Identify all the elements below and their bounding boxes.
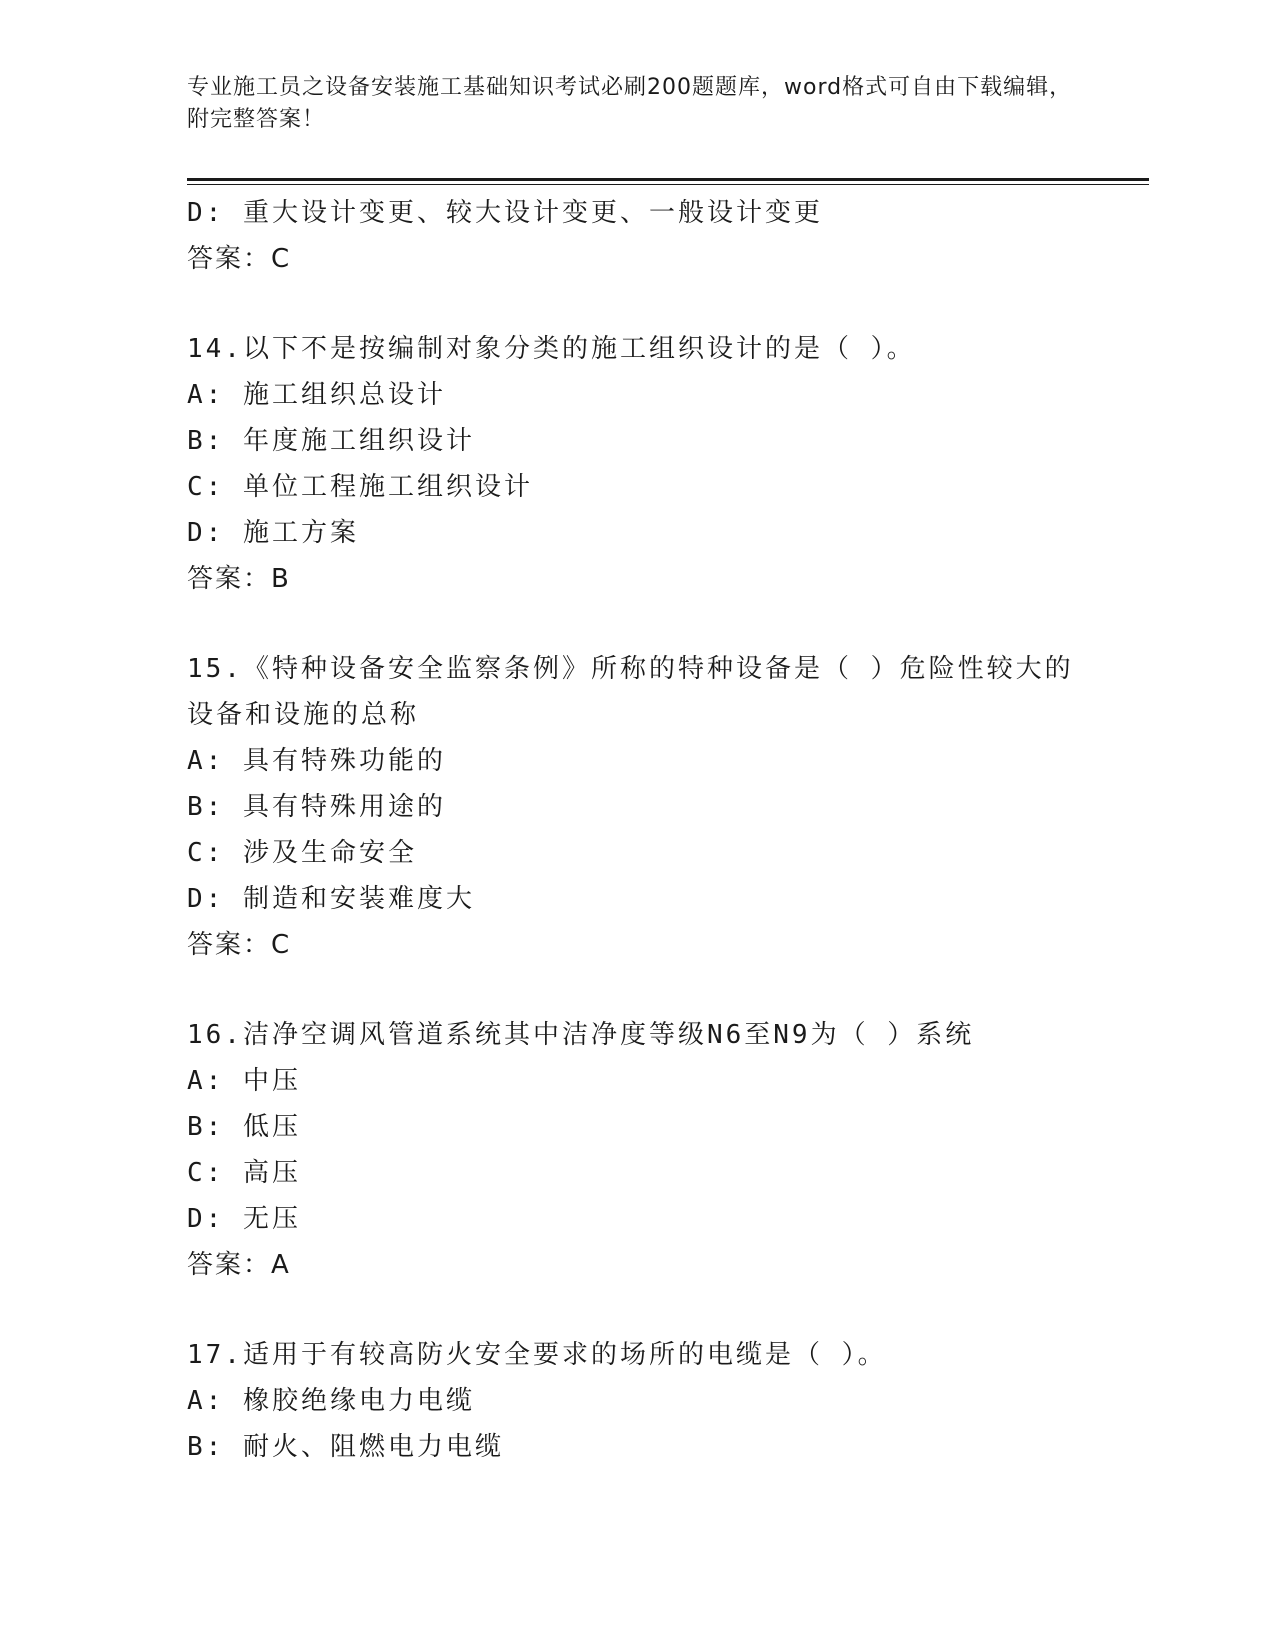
question-content: [187, 190, 1149, 1470]
option-b: B: 年度施工组织设计: [187, 426, 475, 456]
option-b: B: 具有特殊用途的: [187, 792, 446, 822]
option-d: D: 无压: [187, 1204, 301, 1234]
option-c: C: 高压: [187, 1158, 301, 1188]
option-d: D: 施工方案: [187, 518, 359, 548]
option-a: A: 中压: [187, 1066, 301, 1096]
option-a: A: 施工组织总设计: [187, 380, 446, 410]
question-14: [187, 326, 1149, 602]
answer-line: 答案：C: [187, 930, 292, 960]
option-a: A: 具有特殊功能的: [187, 746, 446, 776]
option-a: A: 橡胶绝缘电力电缆: [187, 1386, 475, 1416]
page-header: 专业施工员之设备安装施工基础知识考试必刷200题题库，word格式可自由下载编辑，附完整答案！: [187, 75, 1073, 132]
question-fragment-13: [187, 190, 1149, 282]
option-b: B: 低压: [187, 1112, 301, 1142]
question-stem: 16.洁净空调风管道系统其中洁净度等级N6至N9为（ ）系统: [187, 1020, 975, 1050]
question-15: [187, 646, 1149, 968]
option-d: D: 制造和安装难度大: [187, 884, 475, 914]
question-stem-line-1: 15.《特种设备安全监察条例》所称的特种设备是（ ）危险性较大的: [187, 654, 1074, 684]
option-c: C: 单位工程施工组织设计: [187, 472, 533, 502]
header-divider-thin: [187, 184, 1149, 185]
question-17: [187, 1332, 1149, 1470]
answer-line: 答案：B: [187, 564, 291, 594]
question-stem-line-2: 设备和设施的总称: [187, 700, 420, 730]
answer-line: 答案：A: [187, 1250, 291, 1280]
option-d: D: 重大设计变更、较大设计变更、一般设计变更: [187, 198, 823, 228]
header-divider-thick: [187, 178, 1149, 181]
question-16: [187, 1012, 1149, 1288]
question-stem: 14.以下不是按编制对象分类的施工组织设计的是（ ）。: [187, 334, 916, 364]
question-stem: 17.适用于有较高防火安全要求的场所的电缆是（ ）。: [187, 1340, 887, 1370]
option-c: C: 涉及生命安全: [187, 838, 417, 868]
option-b: B: 耐火、阻燃电力电缆: [187, 1432, 504, 1462]
answer-line: 答案：C: [187, 244, 292, 274]
